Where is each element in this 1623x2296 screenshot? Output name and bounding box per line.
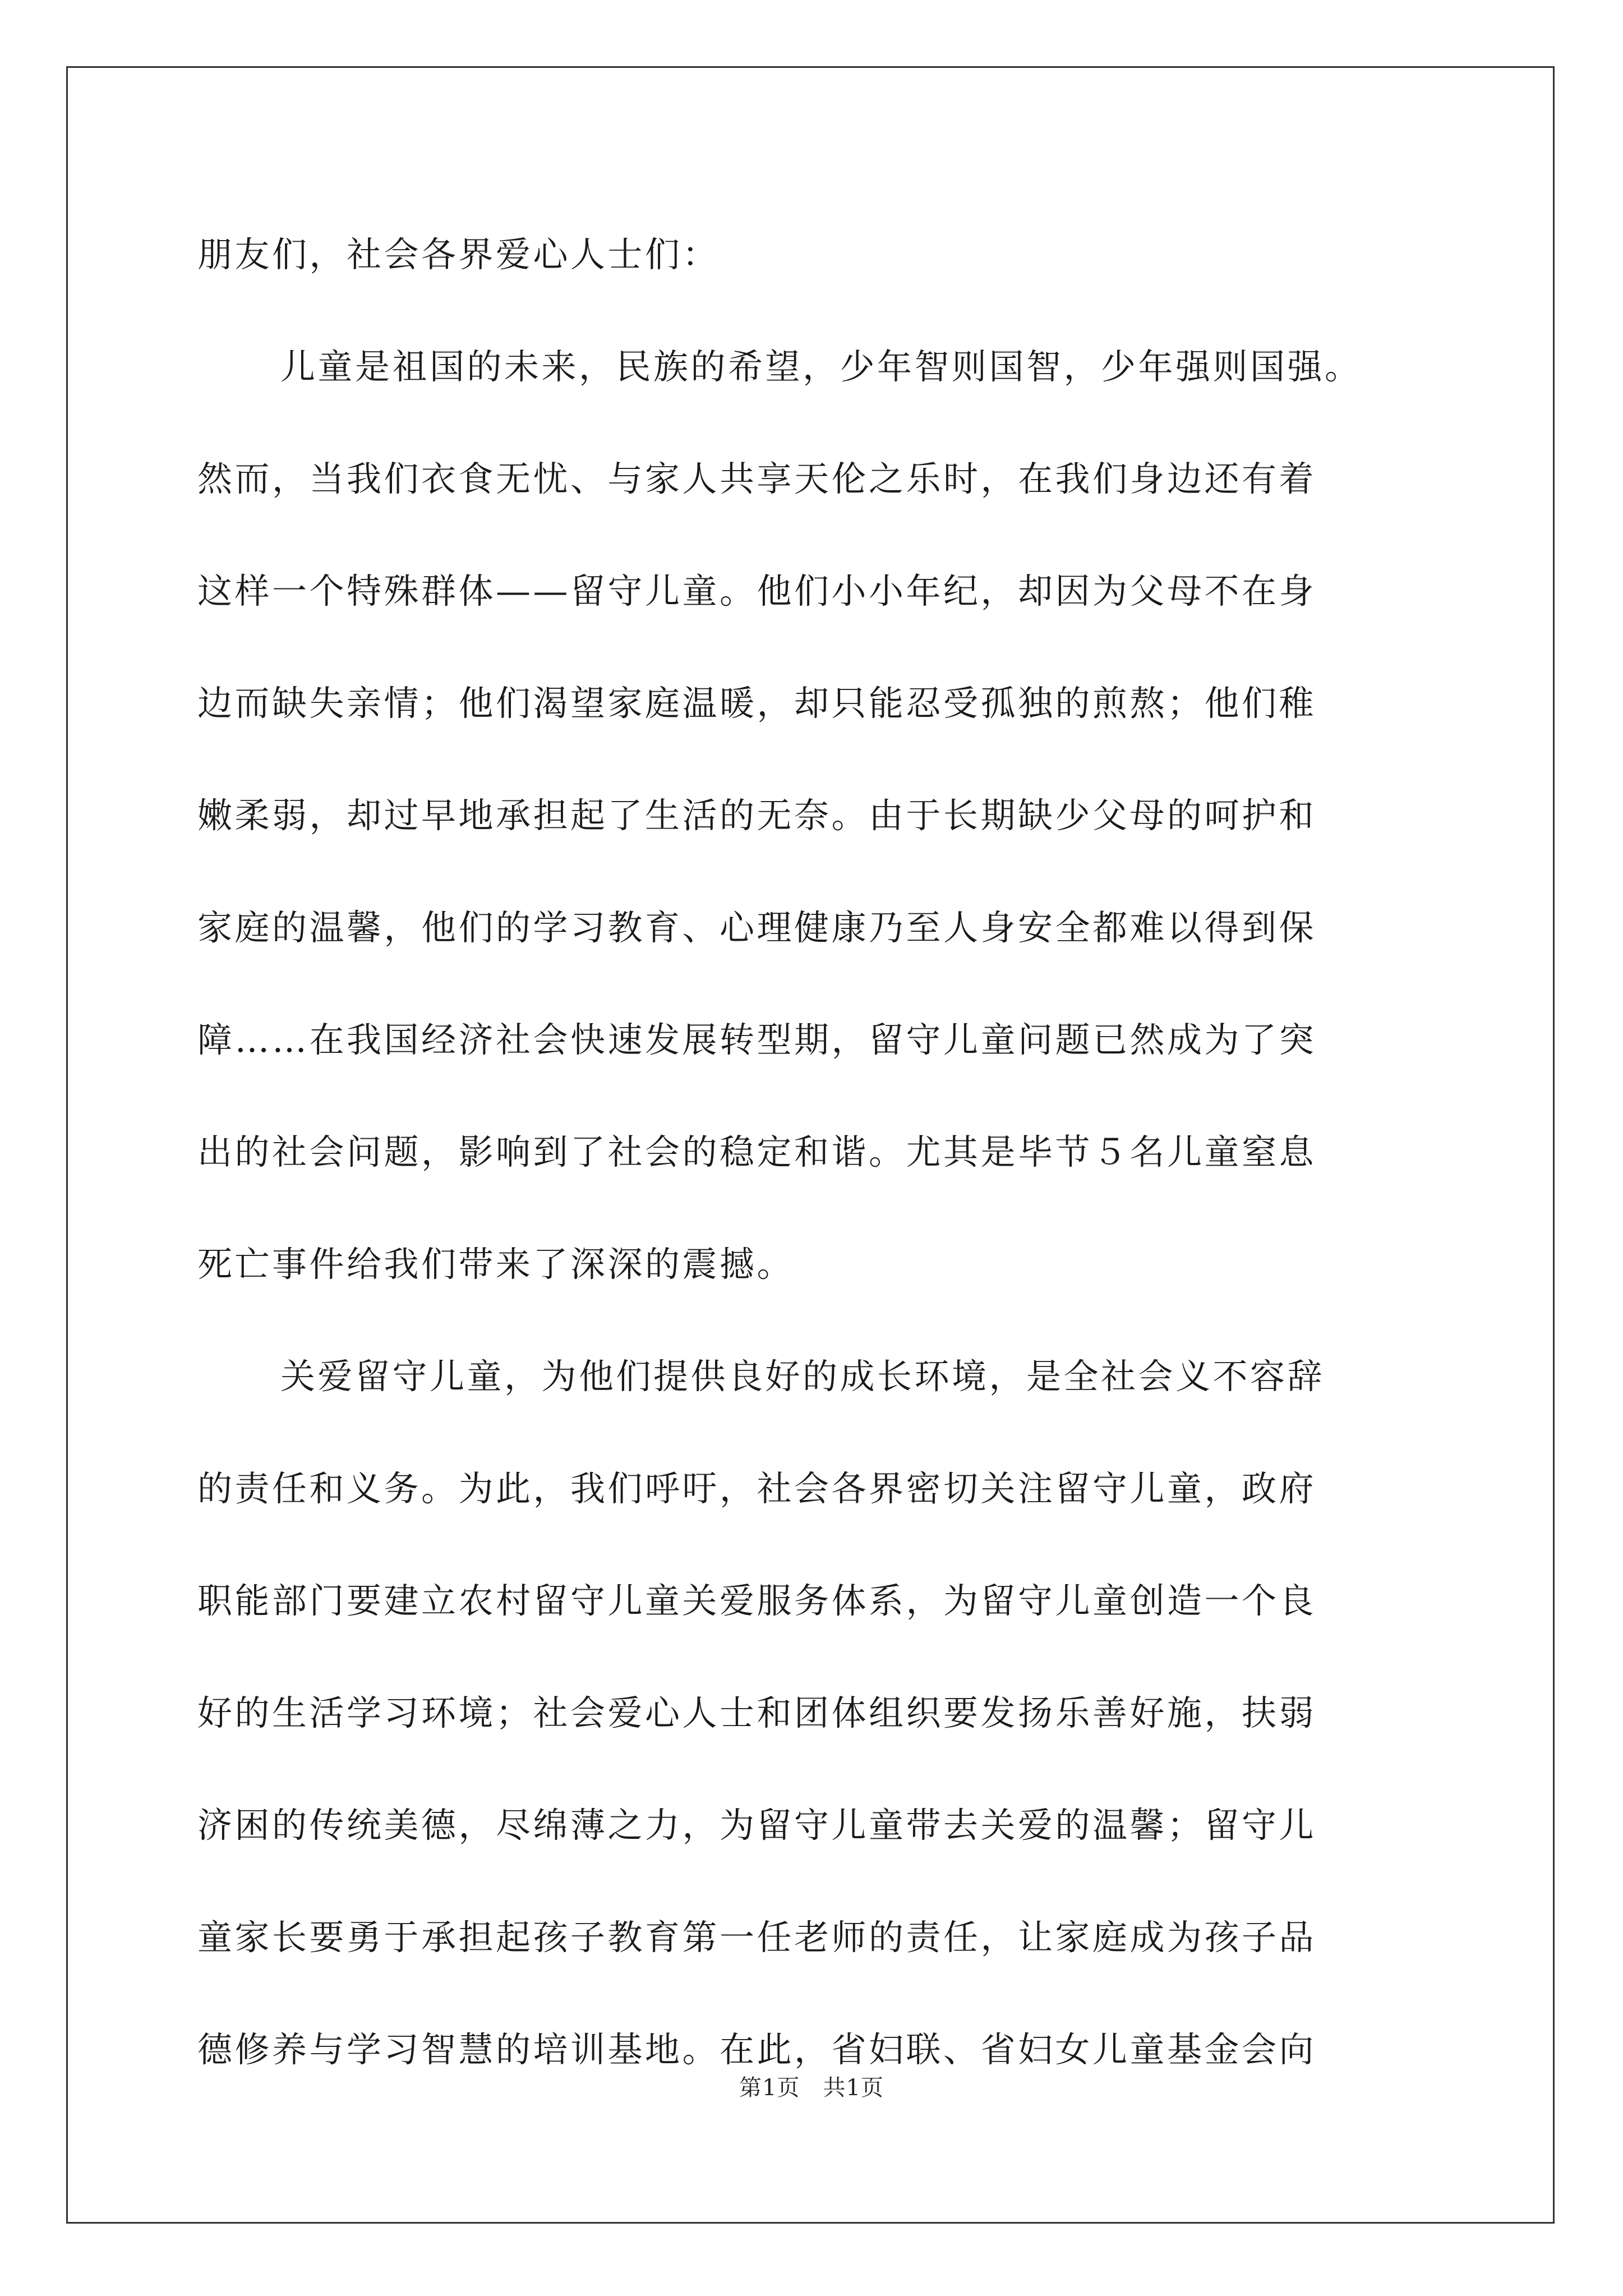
text-line: 好的生活学习环境；社会爱心人士和团体组织要发扬乐善好施，扶弱 [197,1692,1317,1733]
text-line: 然而，当我们衣食无忧、与家人共享天伦之乐时，在我们身边还有着 [197,458,1317,499]
text-line: 家庭的温馨，他们的学习教育、心理健康乃至人身安全都难以得到保 [197,907,1317,948]
text-line: 朋友们，社会各界爱心人士们： [197,234,720,275]
text-line: 障……在我国经济社会快速发展转型期，留守儿童问题已然成为了突 [197,1019,1317,1060]
paragraph-start-line: 儿童是祖国的未来，民族的希望，少年智则国智，少年强则国强。 [280,346,1362,387]
text-line: 的责任和义务。为此，我们呼吁，社会各界密切关注留守儿童，政府 [197,1468,1317,1509]
paragraph-start-line: 关爱留守儿童，为他们提供良好的成长环境，是全社会义不容辞 [280,1356,1325,1397]
text-line: 嫩柔弱，却过早地承担起了生活的无奈。由于长期缺少父母的呵护和 [197,795,1317,836]
text-line: 职能部门要建立农村留守儿童关爱服务体系，为留守儿童创造一个良 [197,1580,1317,1621]
text-line: 德修养与学习智慧的培训基地。在此，省妇联、省妇女儿童基金会向 [197,2029,1317,2070]
text-line: 边而缺失亲情；他们渴望家庭温暖，却只能忍受孤独的煎熬；他们稚 [197,683,1317,724]
text-line: 童家长要勇于承担起孩子教育第一任老师的责任，让家庭成为孩子品 [197,1917,1317,1958]
text-line: 出的社会问题，影响到了社会的稳定和谐。尤其是毕节５名儿童窒息 [197,1131,1317,1172]
text-line: 死亡事件给我们带来了深深的震撼。 [197,1244,795,1285]
text-line: 济困的传统美德，尽绵薄之力，为留守儿童带去关爱的温馨；留守儿 [197,1805,1317,1846]
page-number-footer: 第1页 共1页 [739,2075,884,2101]
text-line: 这样一个特殊群体——留守儿童。他们小小年纪，却因为父母不在身 [197,570,1317,611]
